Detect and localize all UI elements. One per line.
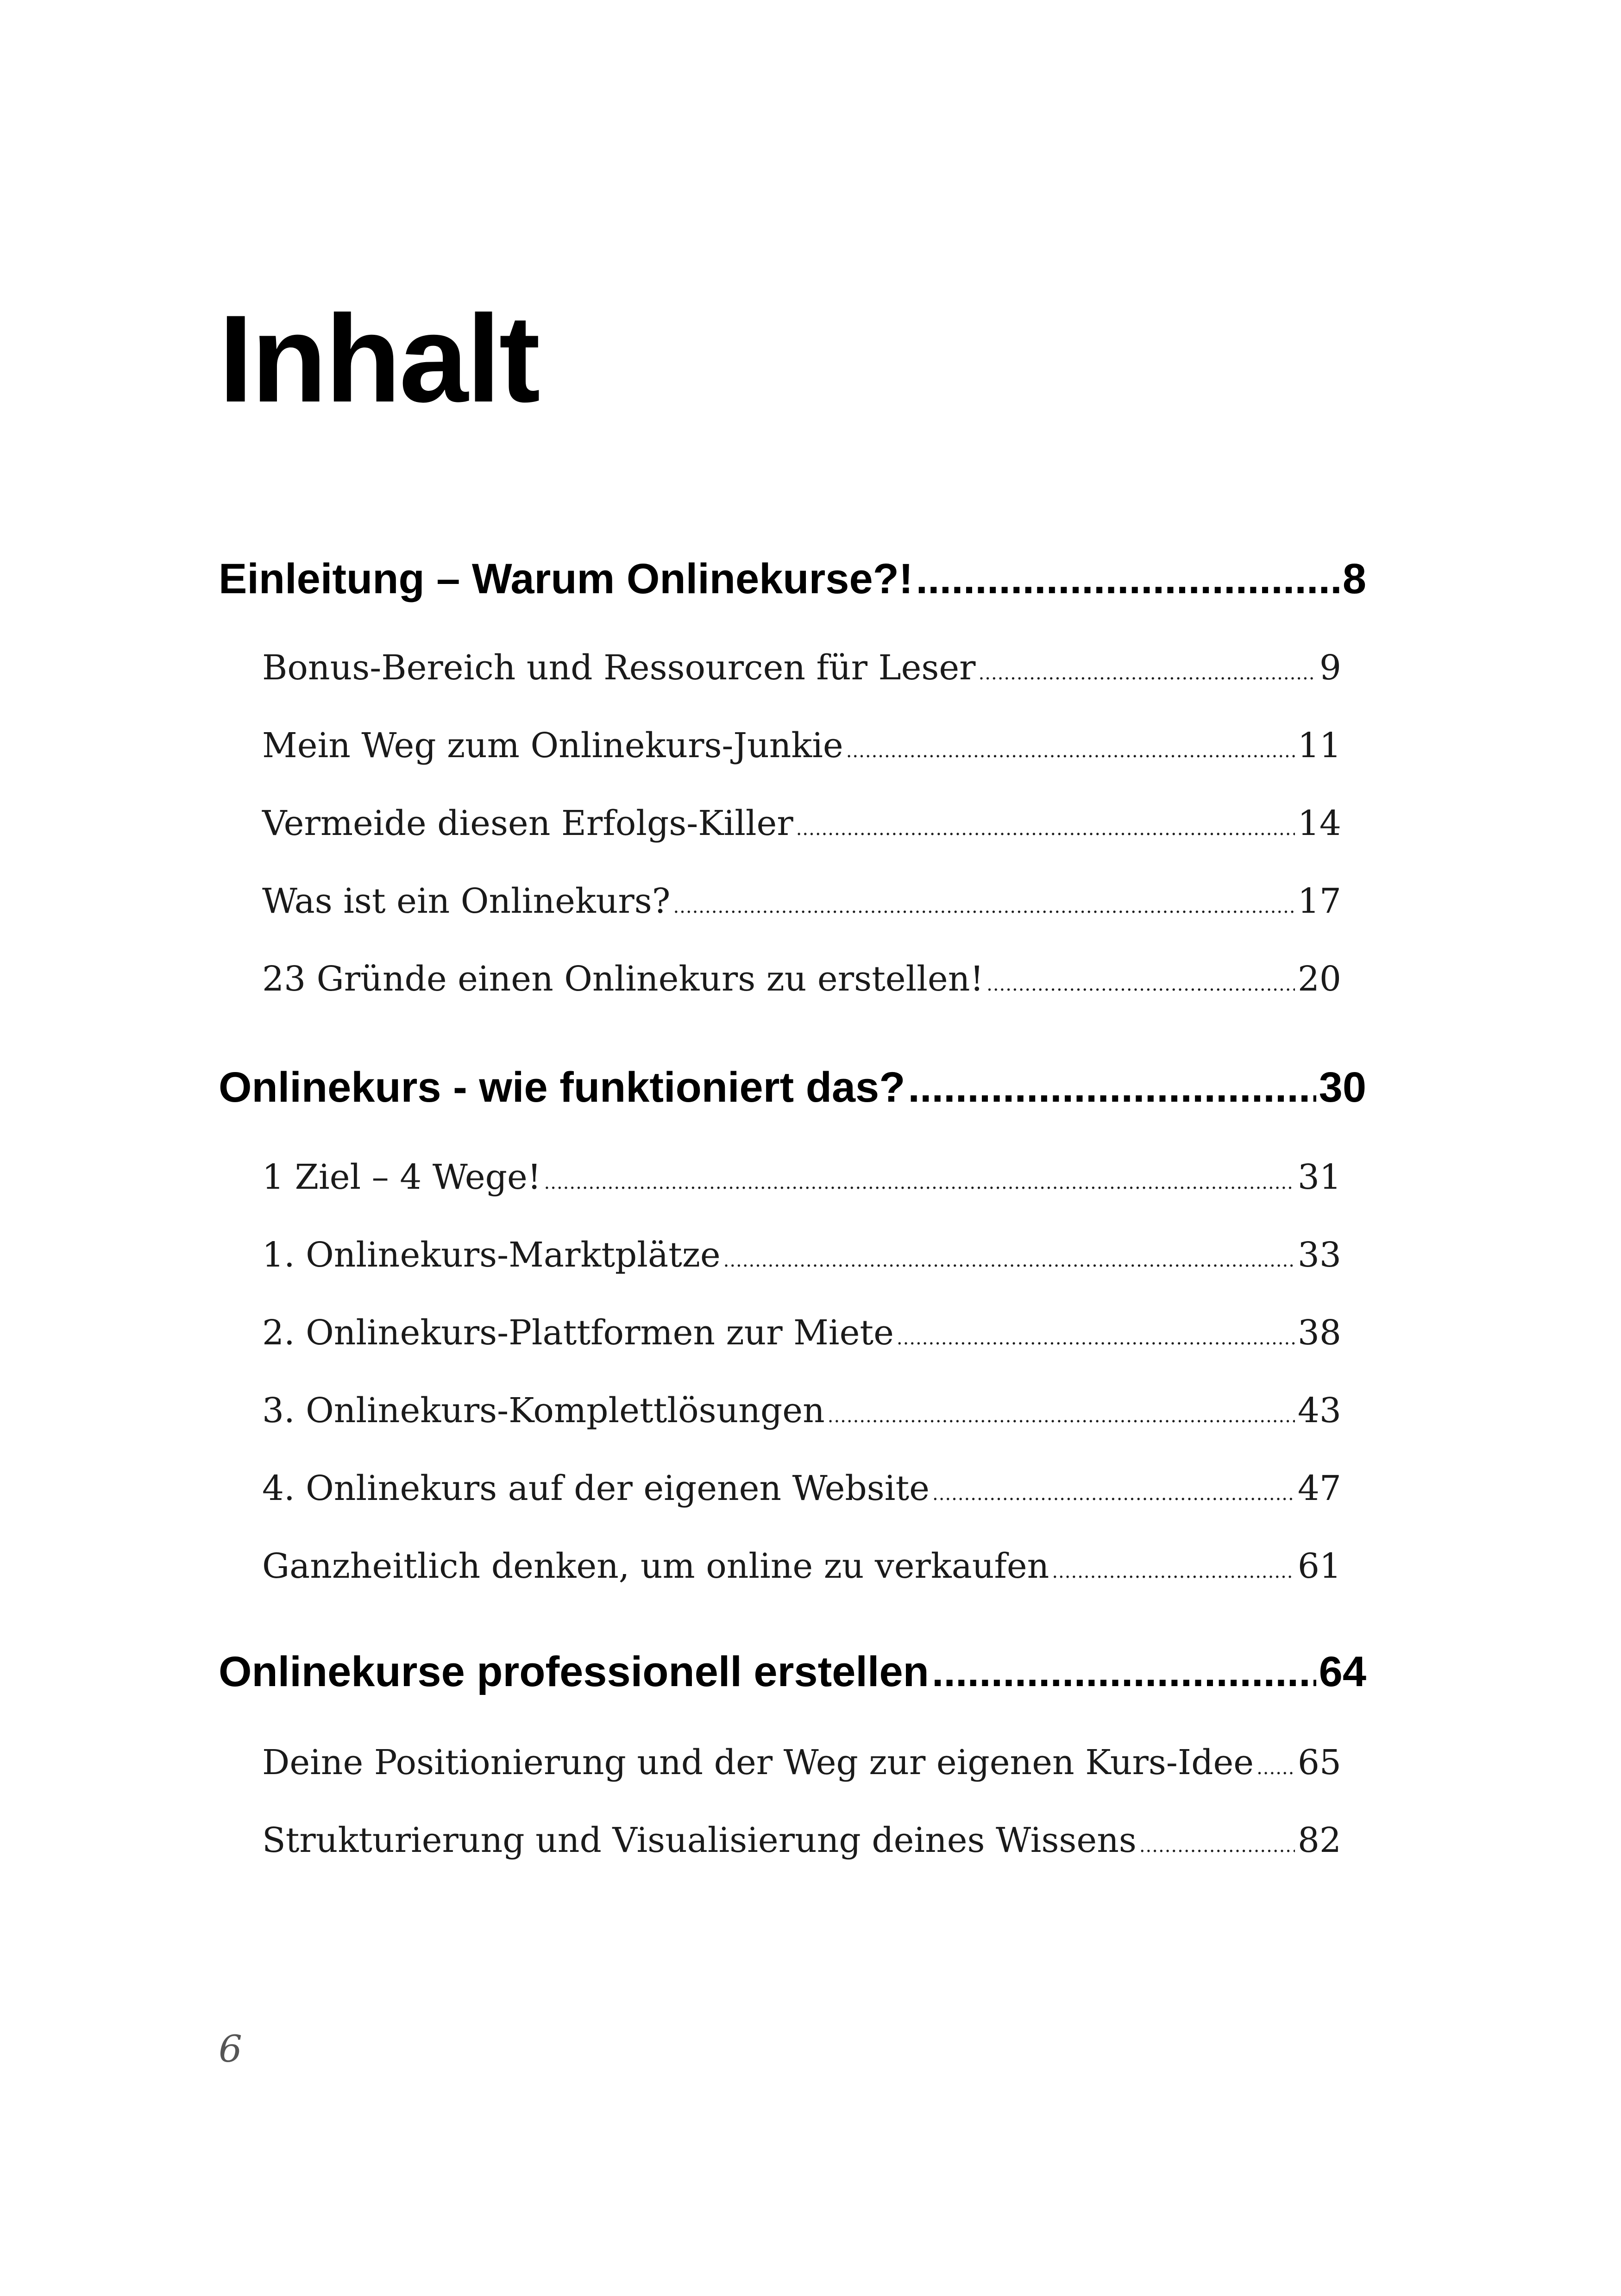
toc-entry-title: 1 Ziel – 4 Wege! (262, 1157, 541, 1197)
toc-entry-title: Strukturierung und Visualisierung deines Wissens (262, 1820, 1137, 1860)
toc-entry-page: 31 (1297, 1157, 1341, 1197)
toc-chapter-title: Onlinekurs - wie funktioniert das? (219, 1064, 905, 1111)
toc-leader-dots (979, 662, 1317, 684)
toc-entry-page: 61 (1297, 1546, 1341, 1586)
toc-leader-dots (932, 1483, 1295, 1505)
toc-entry-page: 11 (1297, 726, 1341, 765)
toc-entry-was-ist[interactable] (262, 881, 1341, 922)
page-title: Inhalt (219, 289, 539, 428)
toc-entry-mein-weg[interactable] (262, 725, 1341, 766)
toc-entry-title: 3. Onlinekurs-Komplettlösungen (262, 1391, 825, 1430)
toc-entry-page: 65 (1297, 1743, 1341, 1782)
toc-leader-dots (544, 1172, 1295, 1194)
toc-entry-eigene-website[interactable] (262, 1468, 1341, 1509)
toc-chapter-page: 8 (1342, 555, 1366, 602)
toc-entry-page: 33 (1297, 1235, 1341, 1275)
toc-entry-title: 23 Gründe einen Onlinekurs zu erstellen! (262, 959, 984, 999)
toc-entry-komplettloesungen[interactable] (262, 1390, 1341, 1431)
toc-entry-page: 82 (1297, 1820, 1341, 1860)
toc-leader-dots (1257, 1757, 1295, 1779)
toc-entry-title: 4. Onlinekurs auf der eigenen Website (262, 1468, 930, 1508)
toc-chapter-page: 64 (1319, 1648, 1366, 1695)
toc-leader-dots (723, 1249, 1295, 1272)
toc-leader-dots (908, 1062, 1316, 1113)
toc-entry-title: Mein Weg zum Onlinekurs-Junkie (262, 726, 843, 765)
toc-leader-dots (986, 973, 1295, 996)
toc-entry-title: Deine Positionierung und der Weg zur eigenen Kurs-Idee (262, 1743, 1254, 1782)
toc-chapter-title: Einleitung – Warum Onlinekurse?! (219, 555, 913, 602)
toc-entry-page: 38 (1297, 1313, 1341, 1353)
toc-entry-ganzheitlich[interactable] (262, 1546, 1341, 1587)
page-number: 6 (219, 2027, 242, 2070)
toc-entry-title: 1. Onlinekurs-Marktplätze (262, 1235, 721, 1275)
toc-leader-dots (796, 818, 1295, 840)
toc-leader-dots (916, 553, 1339, 604)
toc-chapter-professionell[interactable] (219, 1646, 1366, 1697)
toc-leader-dots (673, 896, 1294, 918)
toc-entry-page: 20 (1297, 959, 1341, 999)
toc-entry-page: 9 (1319, 648, 1341, 688)
toc-chapter-page: 30 (1319, 1064, 1366, 1111)
toc-entry-page: 47 (1297, 1468, 1341, 1508)
toc-entry-title: Vermeide diesen Erfolgs-Killer (262, 803, 793, 843)
toc-leader-dots (828, 1405, 1295, 1427)
toc-entry-title: Ganzheitlich denken, um online zu verkaufen (262, 1546, 1049, 1586)
toc-entry-page: 43 (1297, 1391, 1341, 1430)
toc-entry-title: Bonus-Bereich und Ressourcen für Leser (262, 648, 976, 688)
toc-chapter-wie-funktioniert[interactable] (219, 1062, 1366, 1113)
toc-entry-erfolgs-killer[interactable] (262, 803, 1341, 844)
toc-leader-dots (1052, 1561, 1295, 1583)
toc-entry-positionierung[interactable] (262, 1742, 1341, 1783)
toc-entry-bonus-bereich[interactable] (262, 647, 1341, 689)
toc-leader-dots (932, 1646, 1316, 1697)
toc-chapter-einleitung[interactable] (219, 553, 1366, 604)
toc-entry-page: 14 (1297, 803, 1341, 843)
toc-entry-title: 2. Onlinekurs-Plattformen zur Miete (262, 1313, 894, 1353)
toc-leader-dots (846, 740, 1295, 762)
toc-entry-23-gruende[interactable] (262, 959, 1341, 1000)
toc-entry-ziel-wege[interactable] (262, 1157, 1341, 1198)
toc-entry-marktplaetze[interactable] (262, 1235, 1341, 1276)
toc-chapter-title: Onlinekurse professionell erstellen (219, 1648, 929, 1695)
toc-leader-dots (1139, 1835, 1295, 1857)
toc-entry-page: 17 (1297, 881, 1341, 921)
toc-entry-title: Was ist ein Onlinekurs? (262, 881, 671, 921)
toc-entry-strukturierung[interactable] (262, 1820, 1341, 1861)
toc-leader-dots (897, 1327, 1295, 1349)
toc-entry-plattformen[interactable] (262, 1312, 1341, 1354)
